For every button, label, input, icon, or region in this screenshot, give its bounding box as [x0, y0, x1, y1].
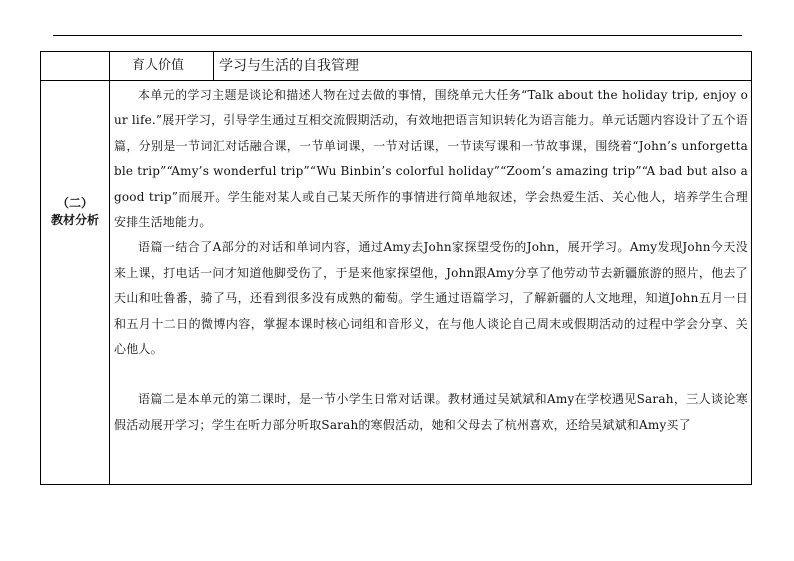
paragraph-1: 本单元的学习主题是谈论和描述人物在过去做的事情，围绕单元大任务“Talk about the holiday trip, enjoy our life.”展开学习，引导学生通过互相交流假期活动，有效地把语言知识转化为语言能力。单元话题内容设计了五个语篇，分别是一节词汇对话融合课，一节单词课，一节对话课，一节读写课和一节故事课，围绕着“John’s unforgettable trip”“Amy’s wonderful trip”“Wu Binbin’s colorful holiday”“Zoom’s amazing trip”“A bad but also a good trip”而展开。学生能对某人或自己某天所作的事情进行简单地叙述，学会热爱生活、关心他人，培养学生合理安排生活地能力。 [114, 88, 748, 230]
lesson-plan-table [40, 51, 752, 485]
paragraph-2: 语篇一结合了A部分的对话和单词内容，通过Amy去John家探望受伤的John，展开学习。Amy发现John今天没来上课，打电话一问才知道他脚受伤了，于是来他家探望他，John跟Amy分享了他劳动节去新疆旅游的照片，他去了天山和吐鲁番，骑了马，还看到很多没有成熟的葡萄。学生通过语篇学习，了解新疆的人文地理，知道John五月一日和五月十二日的微博内容，掌握本课时核心词组和音形义，在与他人谈论自己周末或假期活动的过程中学会分享、关心他人。 [114, 240, 748, 357]
analysis-row [41, 81, 752, 485]
section-heading-cell [41, 81, 110, 485]
paragraph-3: 语篇二是本单元的第二课时，是一节小学生日常对话课。教材通过吴斌斌和Amy在学校遇见Sarah，三人谈论寒假活动展开学习；学生在听力部分听取Sarah的寒假活动，她和父母去了杭州喜欢，还给吴斌斌和Amy买了 [114, 392, 748, 432]
blank-cell [41, 52, 110, 81]
values-content: 学习与生活的自我管理 [214, 52, 752, 81]
section-title: 教材分析 [50, 212, 99, 227]
section-number: （二） [56, 195, 93, 210]
values-row [41, 52, 752, 81]
values-label: 育人价值 [110, 52, 214, 81]
header-rule [53, 35, 742, 36]
analysis-content [110, 81, 752, 485]
